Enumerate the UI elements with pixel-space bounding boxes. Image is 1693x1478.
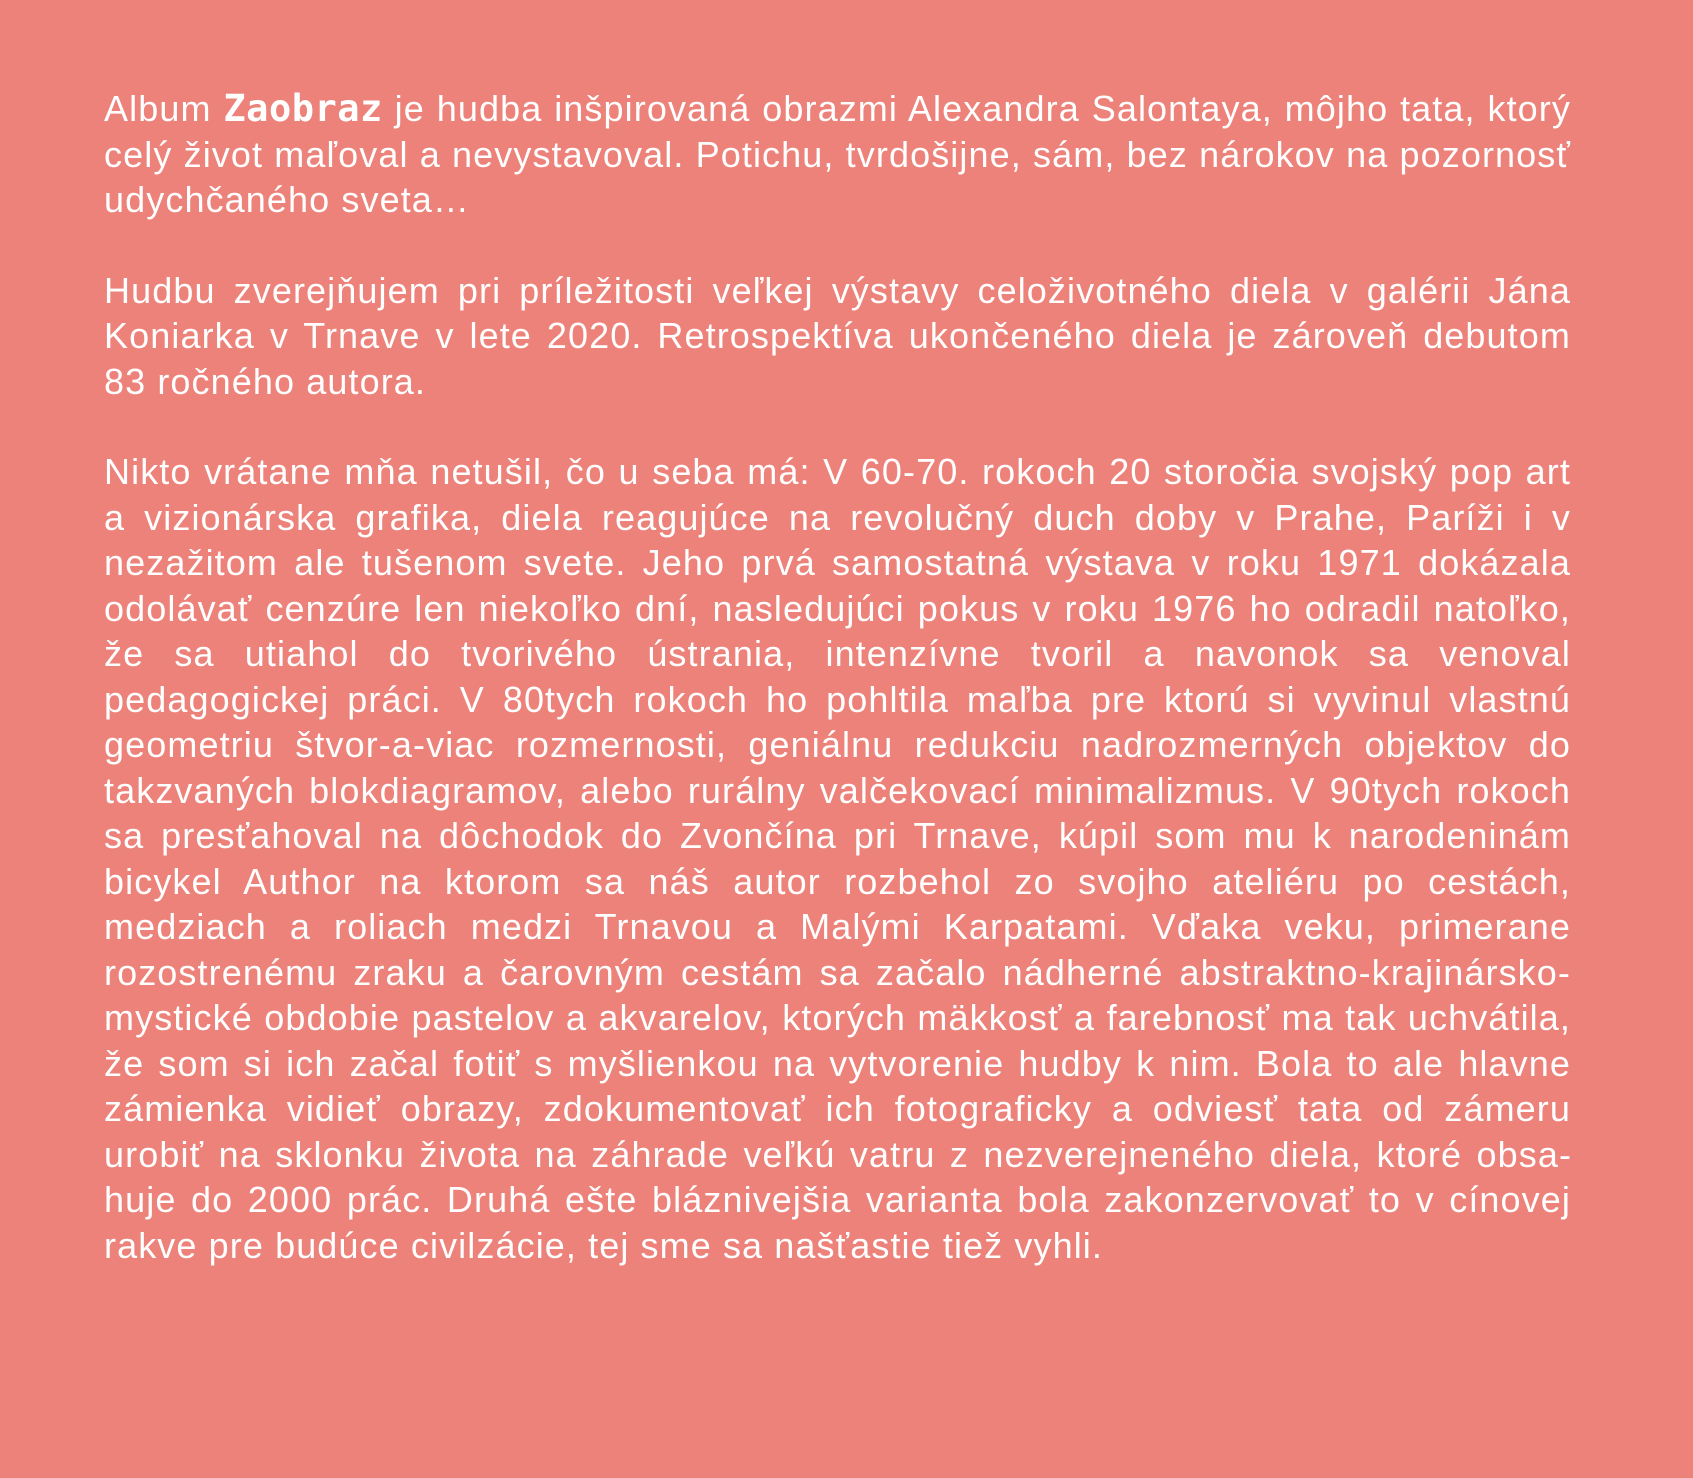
exhibition-paragraph: Hudbu zverejňujem pri príležitosti veľkej výstavy celoživotného diela v galérii Jána Koniarka v Trnave v lete 2020. Retrospektíva ukončeného diela je zároveň debutom 83 ročného autora. <box>104 269 1571 402</box>
text-page <box>104 86 1571 1268</box>
intro-text-start: Album <box>104 88 224 129</box>
album-title: Zaobraz <box>223 87 383 130</box>
biography-paragraph: Nikto vrátane mňa netušil, čo u seba má: V 60-70. rokoch 20 storočia svojský pop art a vizionárska grafika, diela reagujúce na revolučný duch doby v Prahe, Paríži i v nezažitom ale tušenom svete. Jeho prvá samostatná výstava v roku 1971 dokázala odolávať cenzúre len niekoľko dní, nasledujúci pokus v roku 1976 ho odradil natoľko, že sa utiahol do tvorivého ústrania, intenzívne tvoril a navonok sa venoval pedagogickej práci. V 80tych rokoch ho pohltila maľba pre ktorú si vyvinul vlastnú geometriu štvor-a-viac rozmernosti, geniálnu redukciu nadrozmerných objektov do takzvaných blokdiagramov, alebo rurálny valčekovací minimalizmus. V 90tych rokoch sa presťahoval na dôchodok do Zvončína pri Trnave, kúpil som mu k narodeninám bicykel Author na ktorom sa náš autor rozbehol zo svojho ateliéru po cestách, medziach a roliach medzi Trnavou a Malými Karpatami. Vďaka veku, primerane rozostrenému zraku a čarovným cestám sa začalo nádherné abstraktno-krajinársko-mystické obdobie pastelov a akvarelov, ktorých mäkkosť a farebnosť ma tak uchvátila, že som si ich začal fotiť s myšlienkou na vytvorenie hudby k nim. Bola to ale hlavne zámienka vidieť obrazy, zdokumentovať ich fotograficky a odviesť tata od zámeru urobiť na sklonku života na záhrade veľkú vatru z nezverejneného diela, ktoré obsahuje do 2000 prác. Druhá ešte bláznivejšia varianta bola zakonzervovať to v cínovej rakve pre budúce civilzácie, tej sme sa našťastie tiež vyhli. <box>104 451 1571 1266</box>
intro-paragraph <box>104 86 1571 223</box>
intro-text-end: je hudba inšpirovaná obrazmi Alexandra Salontaya, môjho tata, ktorý celý život maľoval a nevystavoval. Potichu, tvrdošijne, sám, bez nárokov na pozornosť udychčaného sveta… <box>104 88 1571 220</box>
